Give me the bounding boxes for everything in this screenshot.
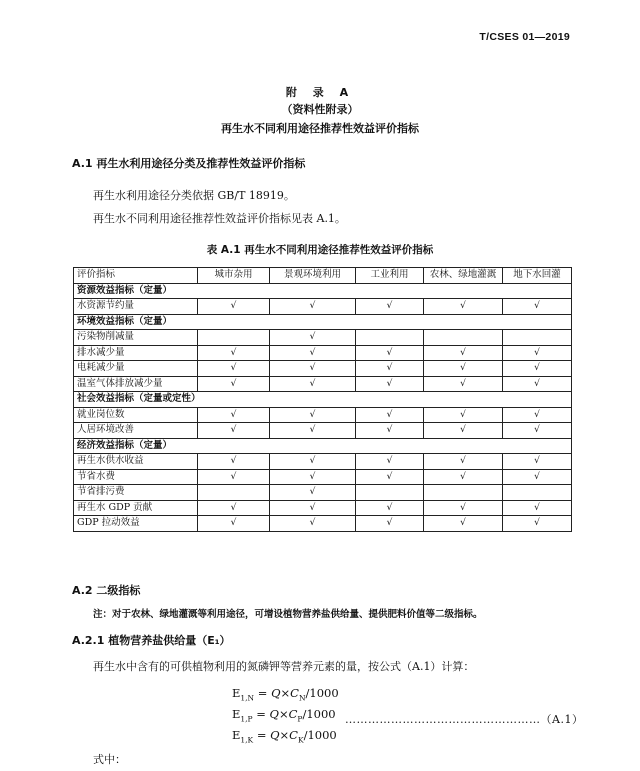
indicator-label: 人居环境改善 xyxy=(74,423,198,439)
check-mark-cell: √ xyxy=(356,469,424,485)
formula-line: $E_{1,K} = Q\times C_K/1000$ xyxy=(232,728,337,745)
check-mark-cell: √ xyxy=(503,376,572,392)
check-mark-cell: √ xyxy=(270,299,356,315)
where-label: 式中： xyxy=(93,753,126,766)
column-header: 地下水回灌 xyxy=(503,268,572,284)
table-row xyxy=(74,516,572,532)
check-mark-cell: √ xyxy=(424,423,503,439)
indicator-label: 节省水费 xyxy=(74,469,198,485)
column-header: 工业利用 xyxy=(356,268,424,284)
check-mark-cell: √ xyxy=(270,376,356,392)
table-row xyxy=(74,299,572,315)
check-mark-cell: √ xyxy=(270,500,356,516)
check-mark-cell: √ xyxy=(356,423,424,439)
category-label: 资源效益指标（定量） xyxy=(74,283,572,299)
indicator-label: 再生水供水收益 xyxy=(74,454,198,470)
check-mark-cell: √ xyxy=(424,454,503,470)
table-row xyxy=(74,485,572,501)
check-mark-cell: √ xyxy=(270,407,356,423)
check-mark-cell: √ xyxy=(356,299,424,315)
column-header: 评价指标 xyxy=(74,268,198,284)
check-mark-cell: √ xyxy=(270,330,356,346)
check-mark-cell: √ xyxy=(198,345,270,361)
indicator-label: 就业岗位数 xyxy=(74,407,198,423)
table-category-row xyxy=(74,392,572,408)
column-header: 景观环境利用 xyxy=(270,268,356,284)
document-code: T/CSES 01—2019 xyxy=(479,31,570,43)
category-label: 社会效益指标（定量或定性） xyxy=(74,392,572,408)
table-row xyxy=(74,361,572,377)
check-mark-cell: √ xyxy=(356,516,424,532)
section-a1-para2: 再生水不同利用途径推荐性效益评价指标见表 A.1。 xyxy=(93,212,346,225)
check-mark-cell: √ xyxy=(198,516,270,532)
check-mark-cell: √ xyxy=(356,361,424,377)
check-mark-cell: √ xyxy=(356,345,424,361)
check-mark-cell: √ xyxy=(424,376,503,392)
annex-name: 再生水不同利用途径推荐性效益评价指标 xyxy=(221,122,419,135)
check-mark-cell: √ xyxy=(503,361,572,377)
table-category-row xyxy=(74,314,572,330)
check-mark-cell: √ xyxy=(270,454,356,470)
empty-cell xyxy=(424,330,503,346)
check-mark-cell: √ xyxy=(198,407,270,423)
check-mark-cell: √ xyxy=(198,500,270,516)
table-row xyxy=(74,500,572,516)
section-a1-para1: 再生水利用途径分类依据 GB/T 18919。 xyxy=(93,189,295,202)
check-mark-cell: √ xyxy=(503,423,572,439)
empty-cell xyxy=(198,330,270,346)
indicator-label: 排水减少量 xyxy=(74,345,198,361)
section-a2-1-heading: A.2.1 植物营养盐供给量（E₁） xyxy=(72,634,231,647)
check-mark-cell: √ xyxy=(356,407,424,423)
check-mark-cell: √ xyxy=(356,500,424,516)
indicator-label: GDP 拉动效益 xyxy=(74,516,198,532)
check-mark-cell: √ xyxy=(270,361,356,377)
formula-line: $E_{1,N} = Q\times C_N/1000$ xyxy=(232,686,339,703)
check-mark-cell: √ xyxy=(424,516,503,532)
empty-cell xyxy=(356,330,424,346)
check-mark-cell: √ xyxy=(270,469,356,485)
check-mark-cell: √ xyxy=(198,361,270,377)
table-row xyxy=(74,407,572,423)
check-mark-cell: √ xyxy=(198,299,270,315)
check-mark-cell: √ xyxy=(198,469,270,485)
check-mark-cell: √ xyxy=(424,345,503,361)
check-mark-cell: √ xyxy=(198,423,270,439)
indicator-label: 再生水 GDP 贡献 xyxy=(74,500,198,516)
category-label: 环境效益指标（定量） xyxy=(74,314,572,330)
indicator-label: 水资源节约量 xyxy=(74,299,198,315)
check-mark-cell: √ xyxy=(503,407,572,423)
section-a2-heading: A.2 二级指标 xyxy=(72,584,141,597)
section-a1-heading: A.1 再生水利用途径分类及推荐性效益评价指标 xyxy=(72,157,306,170)
check-mark-cell: √ xyxy=(270,516,356,532)
check-mark-cell: √ xyxy=(424,407,503,423)
indicator-label: 温室气体排放减少量 xyxy=(74,376,198,392)
formula-line: $E_{1,P} = Q\times C_P/1000$ xyxy=(232,707,336,724)
column-header: 城市杂用 xyxy=(198,268,270,284)
equation-reference: ……………………………………………（A.1） xyxy=(345,713,584,726)
empty-cell xyxy=(503,485,572,501)
check-mark-cell: √ xyxy=(503,469,572,485)
category-label: 经济效益指标（定量） xyxy=(74,438,572,454)
check-mark-cell: √ xyxy=(424,469,503,485)
check-mark-cell: √ xyxy=(503,500,572,516)
check-mark-cell: √ xyxy=(503,516,572,532)
check-mark-cell: √ xyxy=(270,485,356,501)
section-a2-note: 注：对于农林、绿地灌溉等利用途径，可增设植物营养盐供给量、提供肥料价值等二级指标。 xyxy=(93,609,483,620)
table-row xyxy=(74,345,572,361)
table-row xyxy=(74,330,572,346)
check-mark-cell: √ xyxy=(270,345,356,361)
table-category-row xyxy=(74,283,572,299)
check-mark-cell: √ xyxy=(356,454,424,470)
check-mark-cell: √ xyxy=(503,454,572,470)
indicator-label: 节省排污费 xyxy=(74,485,198,501)
table-row xyxy=(74,469,572,485)
empty-cell xyxy=(503,330,572,346)
table-category-row xyxy=(74,438,572,454)
check-mark-cell: √ xyxy=(424,299,503,315)
check-mark-cell: √ xyxy=(503,345,572,361)
empty-cell xyxy=(198,485,270,501)
indicator-label: 电耗减少量 xyxy=(74,361,198,377)
check-mark-cell: √ xyxy=(424,500,503,516)
empty-cell xyxy=(424,485,503,501)
indicator-label: 污染物削减量 xyxy=(74,330,198,346)
table-header-row xyxy=(74,268,572,284)
check-mark-cell: √ xyxy=(198,376,270,392)
table-row xyxy=(74,423,572,439)
column-header: 农林、绿地灌溉 xyxy=(424,268,503,284)
section-a2-1-para: 再生水中含有的可供植物利用的氮磷钾等营养元素的量，按公式（A.1）计算： xyxy=(93,660,475,673)
check-mark-cell: √ xyxy=(198,454,270,470)
annex-title: 附 录 A xyxy=(285,86,355,99)
check-mark-cell: √ xyxy=(424,361,503,377)
table-caption: 表 A.1 再生水不同利用途径推荐性效益评价指标 xyxy=(206,244,434,256)
check-mark-cell: √ xyxy=(503,299,572,315)
table-row xyxy=(74,376,572,392)
check-mark-cell: √ xyxy=(356,376,424,392)
check-mark-cell: √ xyxy=(270,423,356,439)
empty-cell xyxy=(356,485,424,501)
annex-type: （资料性附录） xyxy=(281,103,359,116)
evaluation-table xyxy=(73,267,572,532)
table-row xyxy=(74,454,572,470)
